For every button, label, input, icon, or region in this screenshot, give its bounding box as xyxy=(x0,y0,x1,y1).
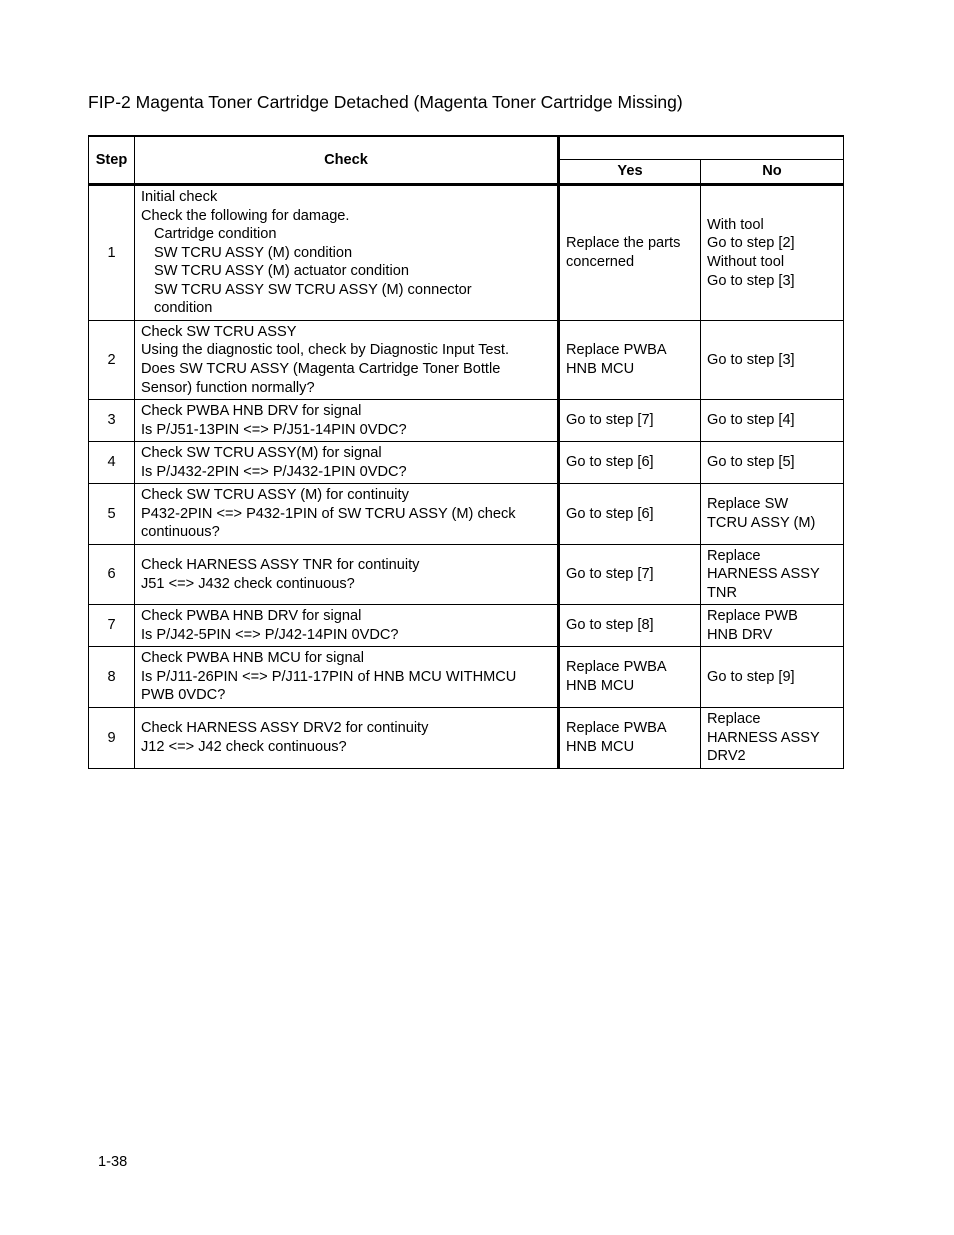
check-line: Check SW TCRU ASSY (M) for continuity xyxy=(141,487,409,504)
no-line: Go to step [3] xyxy=(707,351,795,368)
check-cell xyxy=(135,647,559,708)
table-row xyxy=(89,400,844,442)
check-line: SW TCRU ASSY SW TCRU ASSY (M) connector xyxy=(154,281,472,298)
table-row xyxy=(89,484,844,545)
no-line: HNB DRV xyxy=(707,626,773,643)
no-line: Replace SW xyxy=(707,496,789,513)
check-line: Using the diagnostic tool, check by Diagnostic Input Test. xyxy=(141,342,510,359)
no-line: Replace PWB xyxy=(707,607,798,624)
check-line: Cartridge condition xyxy=(154,226,277,243)
table-header xyxy=(89,136,844,185)
no-line: HARNESS ASSY xyxy=(707,566,820,583)
yes-line: HNB MCU xyxy=(566,678,635,694)
check-line: Initial check xyxy=(141,188,218,205)
check-line: SW TCRU ASSY (M) condition xyxy=(154,244,353,261)
no-line: Go to step [9] xyxy=(707,668,795,685)
check-line: Check PWBA HNB MCU for signal xyxy=(141,650,365,667)
check-line: Does SW TCRU ASSY (Magenta Cartridge Toner Bottle xyxy=(141,361,501,377)
table-row xyxy=(89,647,844,708)
check-line: continuous? xyxy=(141,524,220,541)
table-row xyxy=(89,708,844,769)
no-cell xyxy=(701,708,844,769)
yes-line: Replace the parts xyxy=(566,235,681,252)
check-line: Sensor) function normally? xyxy=(141,379,315,396)
no-line: HARNESS ASSY xyxy=(707,729,820,746)
yes-line: Go to step [6] xyxy=(566,454,654,471)
no-line: DRV2 xyxy=(707,748,746,765)
no-header: No xyxy=(701,160,844,185)
step-cell: 4 xyxy=(89,442,135,484)
step-cell: 8 xyxy=(89,647,135,708)
no-cell xyxy=(701,442,844,484)
no-line: TNR xyxy=(707,584,737,601)
yes-line: HNB MCU xyxy=(566,739,635,755)
yes-cell xyxy=(559,605,701,647)
table-row xyxy=(89,185,844,321)
check-line: PWB 0VDC? xyxy=(141,687,226,704)
no-line: TCRU ASSY (M) xyxy=(707,515,816,531)
check-cell xyxy=(135,442,559,484)
step-cell: 1 xyxy=(89,185,135,321)
check-line: P432-2PIN <=> P432-1PIN of SW TCRU ASSY (M) check xyxy=(141,505,516,522)
no-line: Go to step [3] xyxy=(707,272,795,289)
check-cell xyxy=(135,545,559,605)
yes-cell xyxy=(559,647,701,708)
table-row xyxy=(89,321,844,400)
step-cell: 7 xyxy=(89,605,135,647)
yes-line: HNB MCU xyxy=(566,361,635,377)
fip-table xyxy=(88,135,844,769)
no-cell xyxy=(701,647,844,708)
page-number: 1-38 xyxy=(98,1154,128,1170)
no-cell xyxy=(701,484,844,545)
check-line: Check SW TCRU ASSY xyxy=(141,323,297,340)
no-cell xyxy=(701,400,844,442)
yes-line: Replace PWBA xyxy=(566,720,667,737)
step-header: Step xyxy=(89,136,135,185)
no-line: Replace xyxy=(707,547,761,564)
result-header-blank xyxy=(559,136,844,160)
check-cell xyxy=(135,605,559,647)
no-line: Go to step [5] xyxy=(707,454,795,471)
check-line: Check PWBA HNB DRV for signal xyxy=(141,402,362,419)
table-row xyxy=(89,605,844,647)
check-cell xyxy=(135,484,559,545)
check-line: Check the following for damage. xyxy=(141,207,350,224)
table-body xyxy=(89,185,844,769)
check-line: J51 <=> J432 check continuous? xyxy=(141,575,355,592)
check-line: Is P/J11-26PIN <=> P/J11-17PIN of HNB MCU WITHMCU xyxy=(141,668,517,685)
yes-line: Replace PWBA xyxy=(566,342,667,359)
page-title: FIP-2 Magenta Toner Cartridge Detached (Magenta Toner Cartridge Missing) xyxy=(88,92,683,112)
no-line: Go to step [2] xyxy=(707,235,795,252)
check-line: SW TCRU ASSY (M) actuator condition xyxy=(154,263,409,280)
check-line: Check HARNESS ASSY TNR for continuity xyxy=(141,556,420,573)
no-cell xyxy=(701,605,844,647)
step-cell: 3 xyxy=(89,400,135,442)
step-cell: 9 xyxy=(89,708,135,769)
yes-cell xyxy=(559,484,701,545)
yes-cell xyxy=(559,442,701,484)
check-line: Check PWBA HNB DRV for signal xyxy=(141,607,362,624)
check-cell xyxy=(135,400,559,442)
yes-line: Go to step [7] xyxy=(566,566,654,583)
check-line: J12 <=> J42 check continuous? xyxy=(141,739,347,755)
yes-cell xyxy=(559,545,701,605)
check-line: Is P/J51-13PIN <=> P/J51-14PIN 0VDC? xyxy=(141,421,407,438)
no-cell xyxy=(701,185,844,321)
step-cell: 5 xyxy=(89,484,135,545)
yes-line: Go to step [6] xyxy=(566,505,654,522)
check-line: Check HARNESS ASSY DRV2 for continuity xyxy=(141,720,429,737)
check-cell xyxy=(135,708,559,769)
yes-cell xyxy=(559,321,701,400)
no-line: Replace xyxy=(707,711,761,728)
no-cell xyxy=(701,321,844,400)
no-line: Without tool xyxy=(707,254,785,270)
yes-line: Go to step [8] xyxy=(566,617,654,634)
check-cell xyxy=(135,321,559,400)
yes-cell xyxy=(559,185,701,321)
check-line: Check SW TCRU ASSY(M) for signal xyxy=(141,444,382,461)
table-row xyxy=(89,442,844,484)
yes-line: Go to step [7] xyxy=(566,412,654,429)
yes-line: concerned xyxy=(566,254,635,270)
yes-cell xyxy=(559,708,701,769)
yes-cell xyxy=(559,400,701,442)
yes-header: Yes xyxy=(559,160,701,185)
yes-line: Replace PWBA xyxy=(566,659,667,676)
no-cell xyxy=(701,545,844,605)
check-line: condition xyxy=(154,300,213,317)
check-header: Check xyxy=(135,136,559,185)
no-line: Go to step [4] xyxy=(707,412,795,429)
check-line: Is P/J42-5PIN <=> P/J42-14PIN 0VDC? xyxy=(141,626,399,643)
check-cell xyxy=(135,185,559,321)
table-row xyxy=(89,545,844,605)
step-cell: 6 xyxy=(89,545,135,605)
check-line: Is P/J432-2PIN <=> P/J432-1PIN 0VDC? xyxy=(141,463,407,480)
no-line: With tool xyxy=(707,216,764,233)
step-cell: 2 xyxy=(89,321,135,400)
